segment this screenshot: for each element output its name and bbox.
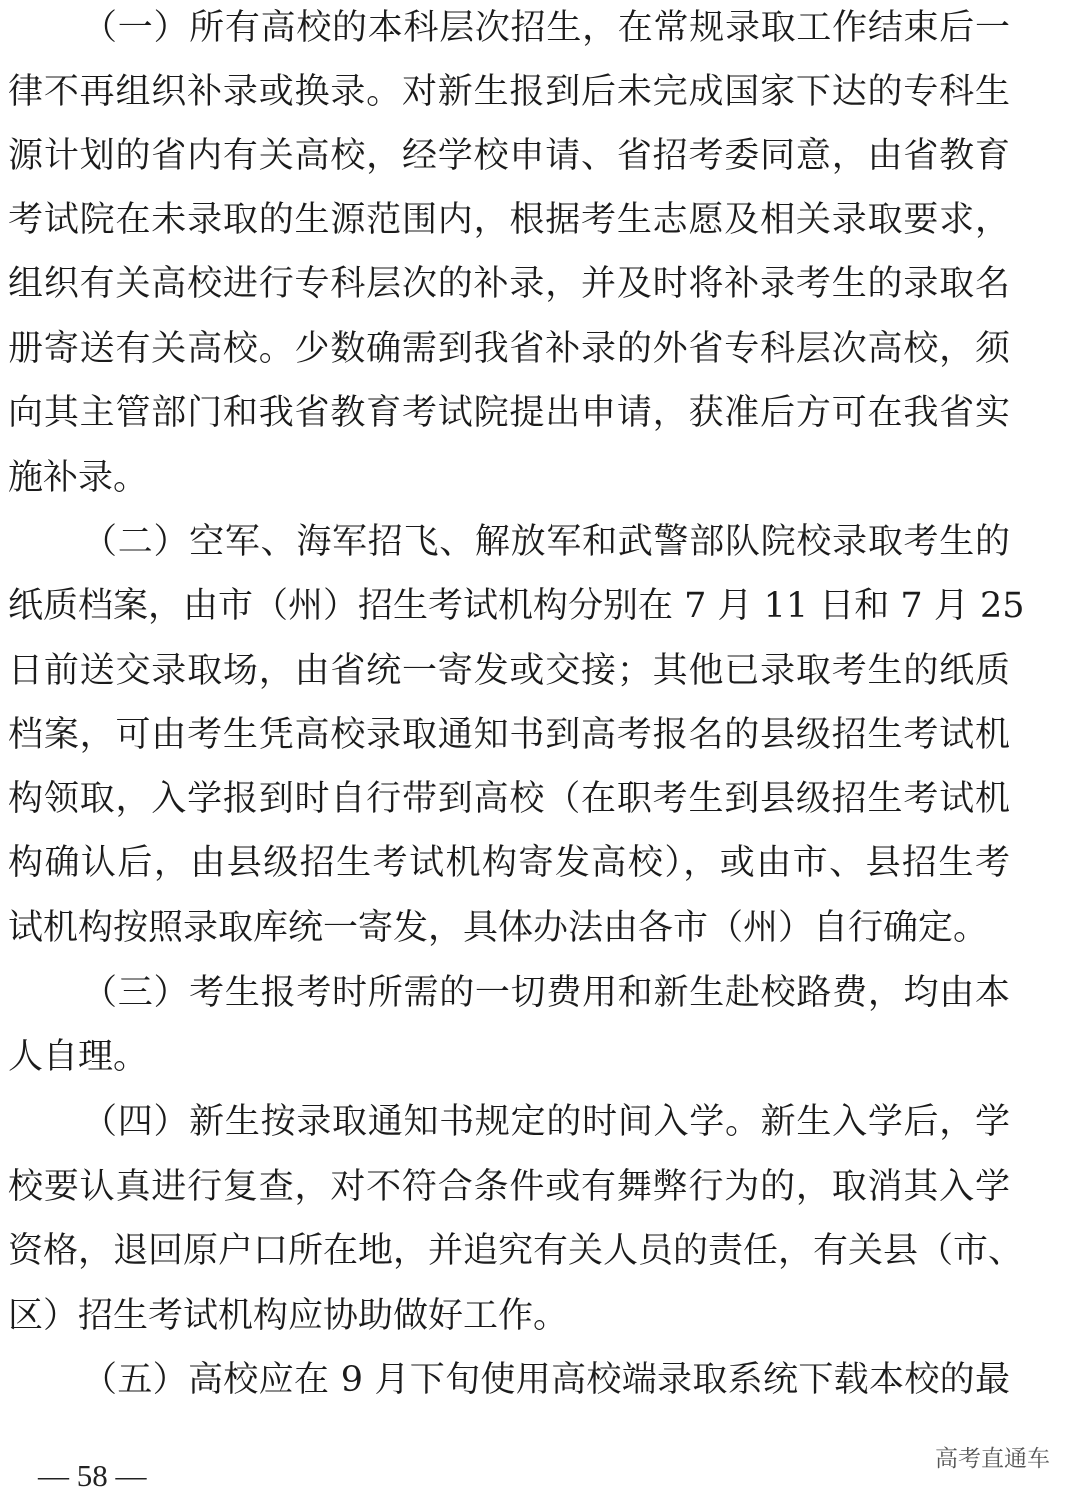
paragraph-line: 试机构按照录取库统一寄发，具体办法由各市（州）自行确定。	[8, 908, 989, 948]
paragraph-line: （四）新生按录取通知书规定的时间入学。新生入学后，学	[82, 1102, 1010, 1142]
paragraph-line: 施补录。	[8, 458, 149, 498]
paragraph-line: 区）招生考试机构应协助做好工作。	[8, 1296, 569, 1336]
paragraph-line: （三）考生报考时所需的一切费用和新生赴校路费，均由本	[82, 973, 1010, 1013]
paragraph-line: 构确认后，由县级招生考试机构寄发高校），或由市、县招生考	[8, 843, 1010, 883]
paragraph-line: 律不再组织补录或换录。对新生报到后未完成国家下达的专科生	[8, 72, 1010, 112]
paragraph-line: 资格，退回原户口所在地，并追究有关人员的责任，有关县（市、	[8, 1231, 1024, 1271]
watermark-text: 高考直通车	[935, 1446, 1050, 1472]
paragraph-line: 源计划的省内有关高校，经学校申请、省招考委同意，由省教育	[8, 136, 1010, 176]
paragraph-line: 校要认真进行复查，对不符合条件或有舞弊行为的，取消其入学	[8, 1167, 1010, 1207]
paragraph-line: 纸质档案，由市（州）招生考试机构分别在 7 月 11 日和 7 月 25	[8, 586, 1025, 626]
page-number: — 58 —	[38, 1458, 147, 1493]
paragraph-line: 组织有关高校进行专科层次的补录，并及时将补录考生的录取名	[8, 264, 1010, 304]
paragraph-line: 册寄送有关高校。少数确需到我省补录的外省专科层次高校，须	[8, 329, 1010, 369]
paragraph-line: 构领取，入学报到时自行带到高校（在职考生到县级招生考试机	[8, 779, 1010, 819]
paragraph-line: 档案，可由考生凭高校录取通知书到高考报名的县级招生考试机	[8, 715, 1010, 755]
paragraph-line: （二）空军、海军招飞、解放军和武警部队院校录取考生的	[82, 522, 1010, 562]
paragraph-line: 考试院在未录取的生源范围内，根据考生志愿及相关录取要求，	[8, 200, 1010, 240]
paragraph-line: （五）高校应在 9 月下旬使用高校端录取系统下载本校的最	[82, 1360, 1010, 1400]
paragraph-line: 向其主管部门和我省教育考试院提出申请，获准后方可在我省实	[8, 393, 1010, 433]
paragraph-line: 人自理。	[8, 1037, 149, 1077]
paragraph-line: （一）所有高校的本科层次招生，在常规录取工作结束后一	[82, 8, 1010, 48]
paragraph-line: 日前送交录取场，由省统一寄发或交接；其他已录取考生的纸质	[8, 651, 1010, 691]
